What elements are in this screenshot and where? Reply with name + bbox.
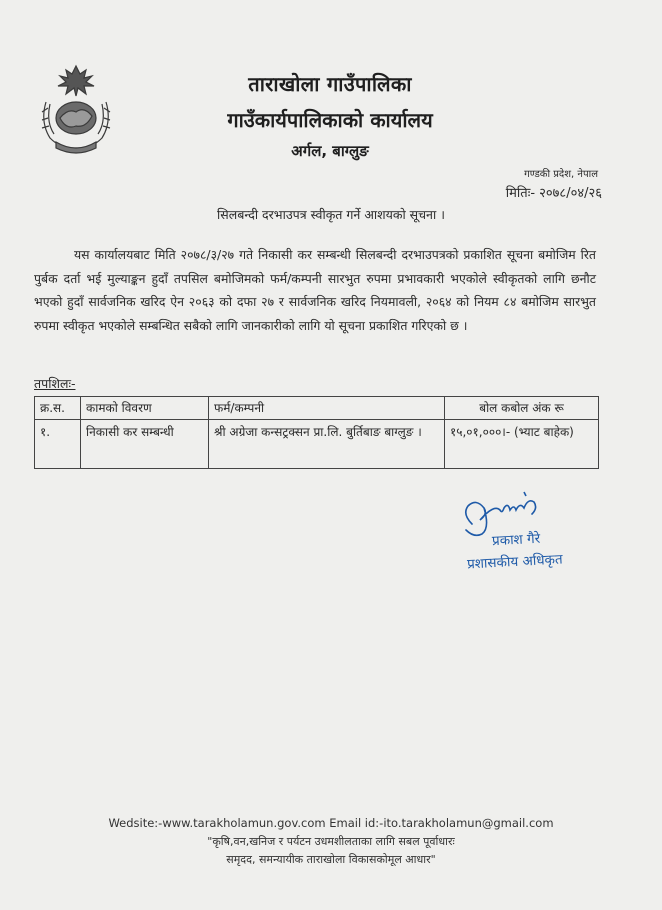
signatory-title: प्रशासकीय अधिकृत	[466, 551, 564, 573]
cell-work-description: निकासी कर सम्बन्धी	[81, 420, 209, 469]
footer-contact: Wedsite:-www.tarakholamun.gov.com Email id:-ito.tarakholamun@gmail.com	[108, 816, 554, 830]
details-label: तपशिलः-	[34, 376, 76, 391]
bid-table	[34, 396, 599, 469]
table-row	[35, 420, 599, 469]
notice-date: मितिः- २०७८/०४/२६	[505, 186, 602, 201]
notice-body: यस कार्यालयबाट मिति २०७८/३/२७ गते निकासी कर सम्बन्धी सिलबन्दी दरभाउपत्रको प्रकाशित सूचना बमोजिम रित पुर्बक दर्ता भई मुल्याङ्कन हुदाँ तपसिल बमोजिमको फर्म/कम्पनी सारभुत रुपमा प्रभावकारी भएकोले स्वीकृतको लागि छनौट भएको हुदाँ सार्वजनिक खरिद ऐन २०६३ को दफा २७ र सार्वजनिक खरिद नियमावली, २०६४ को नियम ८४ बमोजिम सारभुत रुपमा स्वीकृत भएकोले सम्बन्धित सबैको लागि जानकारीको लागि यो सूचना प्रकाशित गरिएको छ ।	[34, 247, 596, 333]
cell-bid-amount: १५,०१,०००।- (भ्याट बाहेक)	[445, 420, 599, 469]
cell-sn: १.	[35, 420, 81, 469]
signatory-name: प्रकाश गैरे	[491, 530, 541, 550]
office-location: अर्गल, बाग्लुङ	[291, 142, 369, 160]
header-bid-amount: बोल कबोल अंक रू	[445, 397, 599, 420]
header-firm: फर्म/कम्पनी	[209, 397, 445, 420]
province-text: गण्डकी प्रदेश, नेपाल	[524, 169, 598, 180]
header-work-description: कामको विवरण	[81, 397, 209, 420]
cell-firm: श्री अग्रेजा कन्सट्रक्सन प्रा.लि. बुर्तिबाङ बाग्लुङ ।	[209, 420, 445, 469]
office-name: गाउँकार्यपालिकाको कार्यालय	[227, 108, 433, 132]
footer-motto-line2: समृदद, समन्यायीक ताराखोला विकासकोमूल आधार"	[226, 853, 436, 866]
header-sn: क्र.स.	[35, 397, 81, 420]
notice-subject: सिलबन्दी दरभाउपत्र स्वीकृत गर्ने आशयको सूचना ।	[217, 207, 445, 222]
table-header-row	[35, 397, 599, 420]
nepal-emblem-icon	[36, 62, 116, 154]
footer-motto-line1: "कृषि,वन,खनिज र पर्यटन उधमशीलताका लागि सबल पूर्वाधारः	[207, 835, 455, 848]
municipality-name: ताराखोला गाउँपालिका	[248, 72, 412, 96]
